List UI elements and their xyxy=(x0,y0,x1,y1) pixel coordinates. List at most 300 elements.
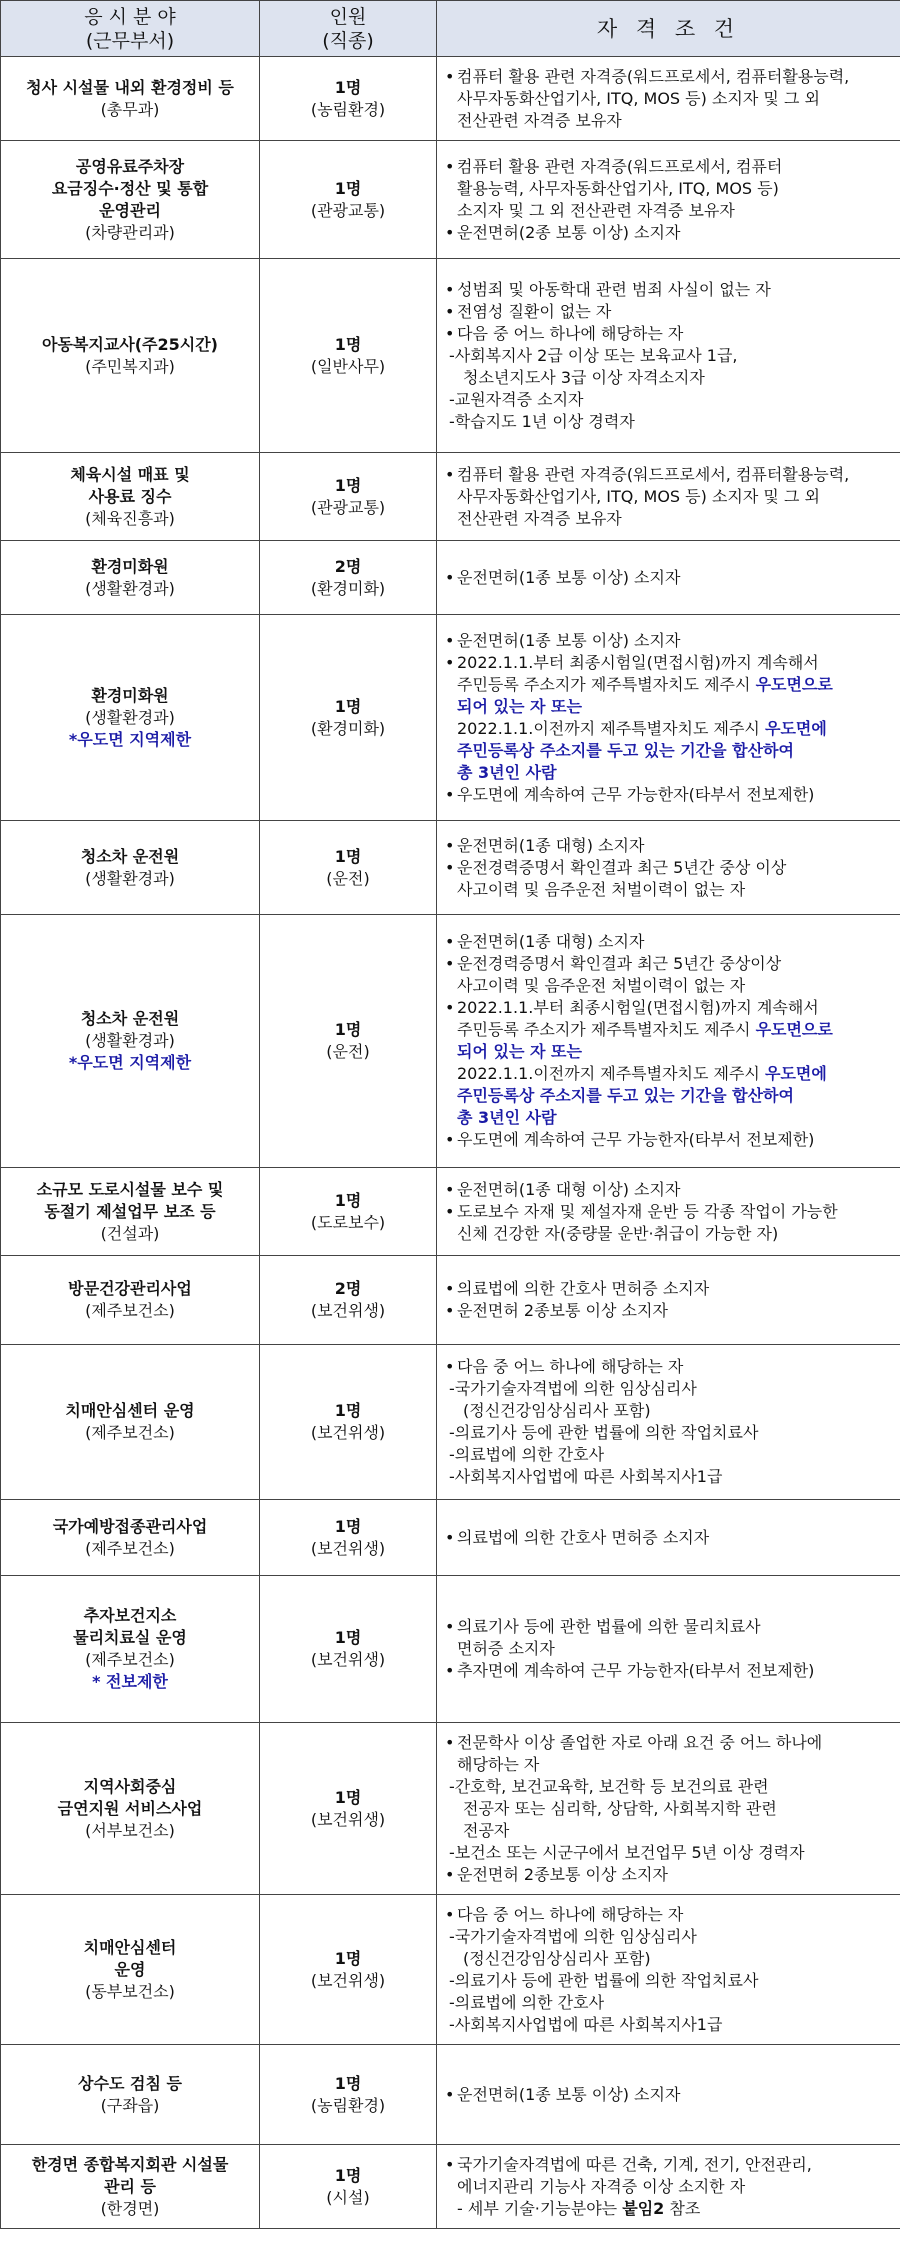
qualification-line xyxy=(443,1400,896,1422)
headcount: 1명 xyxy=(334,2073,362,2093)
bullet-item xyxy=(443,953,896,975)
field-title: 치매안심센터 xyxy=(83,1937,177,1957)
text-segment: 전문학사 이상 졸업한 자로 아래 요건 중 어느 하나에 xyxy=(457,1732,823,1752)
text-segment: 운전면허(1종 대형 이상) 소지자 xyxy=(457,1179,681,1199)
qualification-line xyxy=(443,1107,896,1129)
people-cell xyxy=(260,1723,437,1895)
qualification-line xyxy=(443,1754,896,1776)
headcount: 1명 xyxy=(334,1948,362,1968)
qualification-line xyxy=(443,389,896,411)
text-segment: 사무자동화산업기사, ITQ, MOS 등) 소지자 및 그 외 xyxy=(457,486,820,506)
text-segment: 컴퓨터 활용 관련 자격증(워드프로세서, 컴퓨터 xyxy=(457,156,783,176)
field-title: 공영유료주차장 xyxy=(75,156,185,176)
job-type: (환경미화) xyxy=(310,718,386,738)
field-title: 체육시설 매표 및 xyxy=(70,464,190,484)
text-segment: 도로보수 자재 및 제설자재 운반 등 각종 작업이 가능한 xyxy=(457,1201,838,1221)
bullet-item xyxy=(443,1278,896,1300)
department: (총무과) xyxy=(100,99,160,119)
highlight-text: 우도면에 xyxy=(764,718,827,738)
text-segment: 전산관련 자격증 보유자 xyxy=(457,508,622,528)
area-cell xyxy=(1,57,260,141)
qualification-cell xyxy=(437,2145,900,2229)
job-type: (농림환경) xyxy=(310,2095,386,2115)
qualification-line xyxy=(443,2198,896,2220)
department: (생활환경과) xyxy=(85,868,175,888)
header-qualification: 자 격 조 건 xyxy=(437,1,900,57)
field-title: 동절기 제설업무 보조 등 xyxy=(44,1201,216,1221)
people-cell xyxy=(260,1576,437,1723)
qualification-line xyxy=(443,200,896,222)
header-people-line: (직종) xyxy=(322,29,374,52)
text-segment: 전공자 또는 심리학, 상담학, 사회복지학 관련 xyxy=(463,1798,777,1818)
text-segment: 우도면에 계속하여 근무 가능한자(타부서 전보제한) xyxy=(457,784,815,804)
restriction-note: *우도면 지역제한 xyxy=(68,729,192,749)
qualification-line xyxy=(443,1085,896,1107)
qualification-cell xyxy=(437,541,900,615)
job-type: (시설) xyxy=(326,2187,370,2207)
bullet-item xyxy=(443,2084,896,2106)
job-type: (농림환경) xyxy=(310,99,386,119)
text-segment: 주민등록 주소지가 제주특별자치도 제주시 xyxy=(457,1020,756,1039)
qualification-line xyxy=(443,1842,896,1864)
text-segment: 다음 중 어느 하나에 해당하는 자 xyxy=(457,323,684,343)
area-cell xyxy=(1,1345,260,1500)
field-title: 한경면 종합복지회관 시설물 xyxy=(31,2154,229,2174)
text-segment: 전공자 xyxy=(463,1820,510,1840)
bullet-item xyxy=(443,222,896,244)
headcount: 1명 xyxy=(334,2165,362,2185)
header-area-line: (근무부서) xyxy=(85,29,175,52)
department: (주민복지과) xyxy=(85,356,175,376)
department: (건설과) xyxy=(100,1223,160,1243)
people-cell xyxy=(260,1168,437,1256)
qualification-line xyxy=(443,110,896,132)
job-type: (운전) xyxy=(326,1042,370,1061)
job-type: (보건위생) xyxy=(310,1301,386,1320)
qualification-line xyxy=(443,879,896,901)
department: (체육진흥과) xyxy=(85,508,175,528)
department: (제주보건소) xyxy=(85,1650,175,1669)
text-segment: -학습지도 1년 이상 경력자 xyxy=(449,411,635,431)
people-cell xyxy=(260,1345,437,1500)
qualification-line xyxy=(443,1444,896,1466)
text-segment: 컴퓨터 활용 관련 자격증(워드프로세서, 컴퓨터활용능력, xyxy=(457,66,850,86)
headcount: 1명 xyxy=(334,1516,362,1536)
qualification-cell xyxy=(437,141,900,259)
qualification-line xyxy=(443,486,896,508)
qualification-line xyxy=(443,1378,896,1400)
department: (제주보건소) xyxy=(85,1423,175,1442)
text-segment: 2022.1.1.부터 최종시험일(면접시험)까지 계속해서 xyxy=(457,652,819,672)
field-title: 국가예방접종관리사업 xyxy=(52,1516,208,1536)
table-header-row xyxy=(1,1,900,57)
field-title: 치매안심센터 운영 xyxy=(65,1401,195,1420)
job-type: (관광교통) xyxy=(310,497,386,517)
headcount: 1명 xyxy=(334,77,362,97)
bullet-item xyxy=(443,1179,896,1201)
qualification-line xyxy=(443,508,896,530)
bullet-item xyxy=(443,630,896,652)
text-segment: 의료기사 등에 관한 법률에 의한 물리치료사 xyxy=(457,1617,761,1636)
headcount: 1명 xyxy=(334,334,362,354)
qualification-cell xyxy=(437,615,900,821)
text-segment: 국가기술자격법에 따른 건축, 기계, 전기, 안전관리, xyxy=(457,2154,812,2174)
bullet-item xyxy=(443,567,896,589)
headcount: 2명 xyxy=(334,556,362,576)
qualification-line xyxy=(443,1063,896,1085)
text-segment: 다음 중 어느 하나에 해당하는 자 xyxy=(457,1357,684,1376)
field-title: 청소차 운전원 xyxy=(80,1009,180,1028)
text-segment: -의료법에 의한 간호사 xyxy=(449,1992,605,2012)
bullet-item xyxy=(443,66,896,88)
table-row xyxy=(1,915,900,1168)
qualification-cell xyxy=(437,915,900,1168)
table-row xyxy=(1,2145,900,2229)
text-segment: 운전면허 2종보통 이상 소지자 xyxy=(457,1301,668,1320)
area-cell xyxy=(1,1500,260,1576)
qualification-line xyxy=(443,1466,896,1488)
qualification-cell xyxy=(437,259,900,453)
table-row xyxy=(1,1895,900,2045)
qualification-line xyxy=(443,1820,896,1842)
text-segment: 활용능력, 사무자동화산업기사, ITQ, MOS 등) xyxy=(457,178,779,198)
bullet-item xyxy=(443,156,896,178)
bullet-item xyxy=(443,464,896,486)
bullet-item xyxy=(443,1732,896,1754)
field-title: 추자보건지소 xyxy=(83,1606,177,1625)
text-segment: 전산관련 자격증 보유자 xyxy=(457,110,622,130)
text-segment: 추자면에 계속하여 근무 가능한자(타부서 전보제한) xyxy=(457,1661,815,1680)
people-cell xyxy=(260,2145,437,2229)
table-row xyxy=(1,615,900,821)
text-segment: 사고이력 및 음주운전 처벌이력이 없는 자 xyxy=(457,879,746,899)
job-type: (운전) xyxy=(326,868,370,888)
job-type: (도로보수) xyxy=(310,1212,386,1232)
header-area-line: 응 시 분 야 xyxy=(84,5,176,28)
department: (제주보건소) xyxy=(85,1301,175,1320)
text-segment: -의료기사 등에 관한 법률에 의한 작업치료사 xyxy=(449,1970,759,1990)
qualification-line xyxy=(443,740,896,762)
qualification-line xyxy=(443,1926,896,1948)
area-cell xyxy=(1,1723,260,1895)
people-cell xyxy=(260,615,437,821)
area-cell xyxy=(1,541,260,615)
text-segment: 사무자동화산업기사, ITQ, MOS 등) 소지자 및 그 외 xyxy=(457,88,820,108)
qualification-cell xyxy=(437,1895,900,2045)
qualification-cell xyxy=(437,1256,900,1345)
qualification-line xyxy=(443,411,896,433)
highlight-text: 주민등록상 주소지를 두고 있는 기간을 합산하여 xyxy=(457,740,794,760)
bullet-item xyxy=(443,835,896,857)
headcount: 1명 xyxy=(334,475,362,495)
table-row xyxy=(1,141,900,259)
qualification-line xyxy=(443,718,896,740)
highlight-text: 되어 있는 자 또는 xyxy=(457,1042,582,1061)
text-segment: 다음 중 어느 하나에 해당하는 자 xyxy=(457,1904,684,1924)
text-segment: -보건소 또는 시군구에서 보건업무 5년 이상 경력자 xyxy=(449,1842,805,1862)
area-cell xyxy=(1,1256,260,1345)
qualification-line xyxy=(443,696,896,718)
bullet-item xyxy=(443,301,896,323)
table-row xyxy=(1,1723,900,1895)
bullet-item xyxy=(443,323,896,345)
people-cell xyxy=(260,259,437,453)
area-cell xyxy=(1,2145,260,2229)
qualification-cell xyxy=(437,1168,900,1256)
qualification-line xyxy=(443,1041,896,1063)
headcount: 1명 xyxy=(334,178,362,198)
department: (한경면) xyxy=(100,2198,160,2218)
text-segment: -국가기술자격법에 의한 임상심리사 xyxy=(449,1379,697,1398)
area-cell xyxy=(1,2045,260,2145)
header-area xyxy=(1,1,260,57)
bullet-item xyxy=(443,1201,896,1223)
table-row xyxy=(1,453,900,541)
table-row xyxy=(1,821,900,915)
qualification-line xyxy=(443,674,896,696)
headcount: 1명 xyxy=(334,1787,362,1807)
bullet-item xyxy=(443,2154,896,2176)
job-type: (보건위생) xyxy=(310,1809,386,1829)
qualification-cell xyxy=(437,1345,900,1500)
qualification-line xyxy=(443,1638,896,1660)
table-row xyxy=(1,1500,900,1576)
department: (동부보건소) xyxy=(85,1981,175,2001)
text-segment: 컴퓨터 활용 관련 자격증(워드프로세서, 컴퓨터활용능력, xyxy=(457,464,850,484)
text-segment: 참조 xyxy=(664,2198,701,2218)
highlight-text: 총 3년인 사람 xyxy=(457,762,557,782)
qualification-line xyxy=(443,1422,896,1444)
area-cell xyxy=(1,141,260,259)
table-row xyxy=(1,541,900,615)
highlight-text: 우도면에 xyxy=(764,1064,827,1083)
field-title: 환경미화원 xyxy=(91,556,169,576)
qualification-cell xyxy=(437,453,900,541)
text-segment: -국가기술자격법에 의한 임상심리사 xyxy=(449,1926,697,1946)
highlight-text: 붙임2 xyxy=(622,2198,665,2218)
restriction-note: * 전보제한 xyxy=(92,1672,168,1691)
area-cell xyxy=(1,259,260,453)
field-title: 물리치료실 운영 xyxy=(73,1628,187,1647)
people-cell xyxy=(260,541,437,615)
qualification-line xyxy=(443,1798,896,1820)
people-cell xyxy=(260,1256,437,1345)
text-segment: -사회복지사업법에 따른 사회복지사1급 xyxy=(449,1467,723,1486)
qualification-line xyxy=(443,367,896,389)
table-row xyxy=(1,1256,900,1345)
text-segment: 해당하는 자 xyxy=(457,1754,540,1774)
department: (제주보건소) xyxy=(85,1538,175,1558)
text-segment: -의료기사 등에 관한 법률에 의한 작업치료사 xyxy=(449,1423,759,1442)
header-people xyxy=(260,1,437,57)
qualification-line xyxy=(443,1223,896,1245)
job-type: (일반사무) xyxy=(310,356,386,376)
bullet-item xyxy=(443,784,896,806)
qualification-line xyxy=(443,1970,896,1992)
text-segment: 운전면허 2종보통 이상 소지자 xyxy=(457,1864,668,1884)
text-segment: 운전면허(1종 보통 이상) 소지자 xyxy=(457,2084,681,2104)
text-segment: -사회복지사업법에 따른 사회복지사1급 xyxy=(449,2014,723,2034)
field-title: 요금징수·정산 및 통합 xyxy=(51,178,209,198)
highlight-text: 되어 있는 자 또는 xyxy=(457,696,582,716)
text-segment: 2022.1.1.이전까지 제주특별자치도 제주시 xyxy=(457,1064,765,1083)
bullet-item xyxy=(443,931,896,953)
qualification-line xyxy=(443,1992,896,2014)
bullet-item xyxy=(443,857,896,879)
department: (서부보건소) xyxy=(85,1820,175,1840)
text-segment: - 세부 기술·기능분야는 xyxy=(457,2198,623,2218)
area-cell xyxy=(1,915,260,1168)
qualification-line xyxy=(443,345,896,367)
table-row xyxy=(1,57,900,141)
qualification-cell xyxy=(437,821,900,915)
job-type: (보건위생) xyxy=(310,1650,386,1669)
qualification-line xyxy=(443,2014,896,2036)
bullet-item xyxy=(443,1527,896,1549)
text-segment: -의료법에 의한 간호사 xyxy=(449,1445,605,1464)
text-segment: 신체 건강한 자(중량물 운반·취급이 가능한 자) xyxy=(457,1223,779,1243)
text-segment: 운전면허(1종 대형) 소지자 xyxy=(457,835,645,855)
field-title: 금연지원 서비스사업 xyxy=(57,1798,203,1818)
field-title: 상수도 검침 등 xyxy=(78,2073,182,2093)
text-segment: 운전면허(1종 보통 이상) 소지자 xyxy=(457,567,681,587)
bullet-item xyxy=(443,1616,896,1638)
header-people-line: 인원 xyxy=(329,5,367,28)
qualification-line xyxy=(443,2176,896,2198)
area-cell xyxy=(1,1168,260,1256)
area-cell xyxy=(1,1576,260,1723)
text-segment: 주민등록 주소지가 제주특별자치도 제주시 xyxy=(457,674,756,694)
job-type: (보건위생) xyxy=(310,1538,386,1558)
qualification-line xyxy=(443,762,896,784)
department: (생활환경과) xyxy=(85,578,175,598)
area-cell xyxy=(1,821,260,915)
people-cell xyxy=(260,821,437,915)
highlight-text: 우도면으로 xyxy=(755,674,833,694)
text-segment: 전염성 질환이 없는 자 xyxy=(457,301,612,321)
qualification-cell xyxy=(437,1723,900,1895)
bullet-item xyxy=(443,1300,896,1322)
department: (생활환경과) xyxy=(85,707,175,727)
field-title: 환경미화원 xyxy=(91,685,169,705)
department: (구좌읍) xyxy=(100,2095,160,2115)
restriction-note: *우도면 지역제한 xyxy=(68,1053,192,1072)
job-type: (환경미화) xyxy=(310,578,386,598)
highlight-text: 주민등록상 주소지를 두고 있는 기간을 합산하여 xyxy=(457,1086,794,1105)
field-title: 아동복지교사(주25시간) xyxy=(42,334,218,354)
text-segment: 소지자 및 그 외 전산관련 자격증 보유자 xyxy=(457,200,735,220)
text-segment: -사회복지사 2급 이상 또는 보육교사 1급, xyxy=(449,345,738,365)
department: (생활환경과) xyxy=(85,1031,175,1050)
text-segment: 운전면허(2종 보통 이상) 소지자 xyxy=(457,222,681,242)
area-cell xyxy=(1,1895,260,2045)
qualification-line xyxy=(443,1776,896,1798)
text-segment: 우도면에 계속하여 근무 가능한자(타부서 전보제한) xyxy=(457,1130,815,1149)
text-segment: (정신건강임상심리사 포함) xyxy=(463,1948,651,1968)
text-segment: (정신건강임상심리사 포함) xyxy=(463,1401,651,1420)
qualification-line xyxy=(443,178,896,200)
bullet-item xyxy=(443,1356,896,1378)
people-cell xyxy=(260,57,437,141)
field-title: 청소차 운전원 xyxy=(80,846,180,866)
text-segment: 성범죄 및 아동학대 관련 범죄 사실이 없는 자 xyxy=(457,279,771,299)
people-cell xyxy=(260,1895,437,2045)
qualification-line xyxy=(443,975,896,997)
text-segment: 의료법에 의한 간호사 면허증 소지자 xyxy=(457,1527,710,1547)
text-segment: 2022.1.1.이전까지 제주특별자치도 제주시 xyxy=(457,718,765,738)
headcount: 1명 xyxy=(334,1190,362,1210)
highlight-text: 우도면으로 xyxy=(755,1020,833,1039)
table-row xyxy=(1,1576,900,1723)
highlight-text: 총 3년인 사람 xyxy=(457,1108,557,1127)
area-cell xyxy=(1,615,260,821)
qualification-line xyxy=(443,88,896,110)
bullet-item xyxy=(443,652,896,674)
headcount: 1명 xyxy=(334,846,362,866)
field-title: 사용료 징수 xyxy=(88,486,172,506)
people-cell xyxy=(260,915,437,1168)
table-row xyxy=(1,259,900,453)
text-segment: 사고이력 및 음주운전 처벌이력이 없는 자 xyxy=(457,976,746,995)
bullet-item xyxy=(443,1129,896,1151)
text-segment: 2022.1.1.부터 최종시험일(면접시험)까지 계속해서 xyxy=(457,998,819,1017)
text-segment: 에너지관리 기능사 자격증 이상 소지한 자 xyxy=(457,2176,746,2196)
department: (차량관리과) xyxy=(85,222,175,242)
people-cell xyxy=(260,1500,437,1576)
text-segment: 의료법에 의한 간호사 면허증 소지자 xyxy=(457,1279,710,1298)
bullet-item xyxy=(443,1864,896,1886)
bullet-item xyxy=(443,1660,896,1682)
text-segment: -간호학, 보건교육학, 보건학 등 보건의료 관련 xyxy=(449,1776,769,1796)
headcount: 1명 xyxy=(334,1020,362,1039)
table-row xyxy=(1,2045,900,2145)
field-title: 청사 시설물 내외 환경정비 등 xyxy=(26,77,234,97)
headcount: 1명 xyxy=(334,1628,362,1647)
text-segment: -교원자격증 소지자 xyxy=(449,389,584,409)
text-segment: 운전경력증명서 확인결과 최근 5년간 중상이상 xyxy=(457,954,782,973)
area-cell xyxy=(1,453,260,541)
qualification-cell xyxy=(437,2045,900,2145)
table-row xyxy=(1,1345,900,1500)
job-type: (보건위생) xyxy=(310,1970,386,1990)
job-type: (관광교통) xyxy=(310,200,386,220)
headcount: 1명 xyxy=(334,1401,362,1420)
table-row xyxy=(1,1168,900,1256)
people-cell xyxy=(260,453,437,541)
job-type: (보건위생) xyxy=(310,1423,386,1442)
people-cell xyxy=(260,2045,437,2145)
text-segment: 면허증 소지자 xyxy=(457,1639,555,1658)
bullet-item xyxy=(443,279,896,301)
text-segment: 운전경력증명서 확인결과 최근 5년간 중상 이상 xyxy=(457,857,787,877)
qualification-line xyxy=(443,1019,896,1041)
bullet-item xyxy=(443,997,896,1019)
field-title: 방문건강관리사업 xyxy=(68,1279,192,1298)
field-title: 소규모 도로시설물 보수 및 xyxy=(36,1179,224,1199)
field-title: 관리 등 xyxy=(104,2176,156,2196)
text-segment: 운전면허(1종 보통 이상) 소지자 xyxy=(457,630,681,650)
qualification-cell xyxy=(437,57,900,141)
people-cell xyxy=(260,141,437,259)
qualification-cell xyxy=(437,1500,900,1576)
qualification-cell xyxy=(437,1576,900,1723)
headcount: 1명 xyxy=(334,696,362,716)
field-title: 운영관리 xyxy=(99,200,161,220)
text-segment: 청소년지도사 3급 이상 자격소지자 xyxy=(463,367,705,387)
field-title: 운영 xyxy=(114,1959,146,1979)
qualification-line xyxy=(443,1948,896,1970)
text-segment: 운전면허(1종 대형) 소지자 xyxy=(457,932,645,951)
